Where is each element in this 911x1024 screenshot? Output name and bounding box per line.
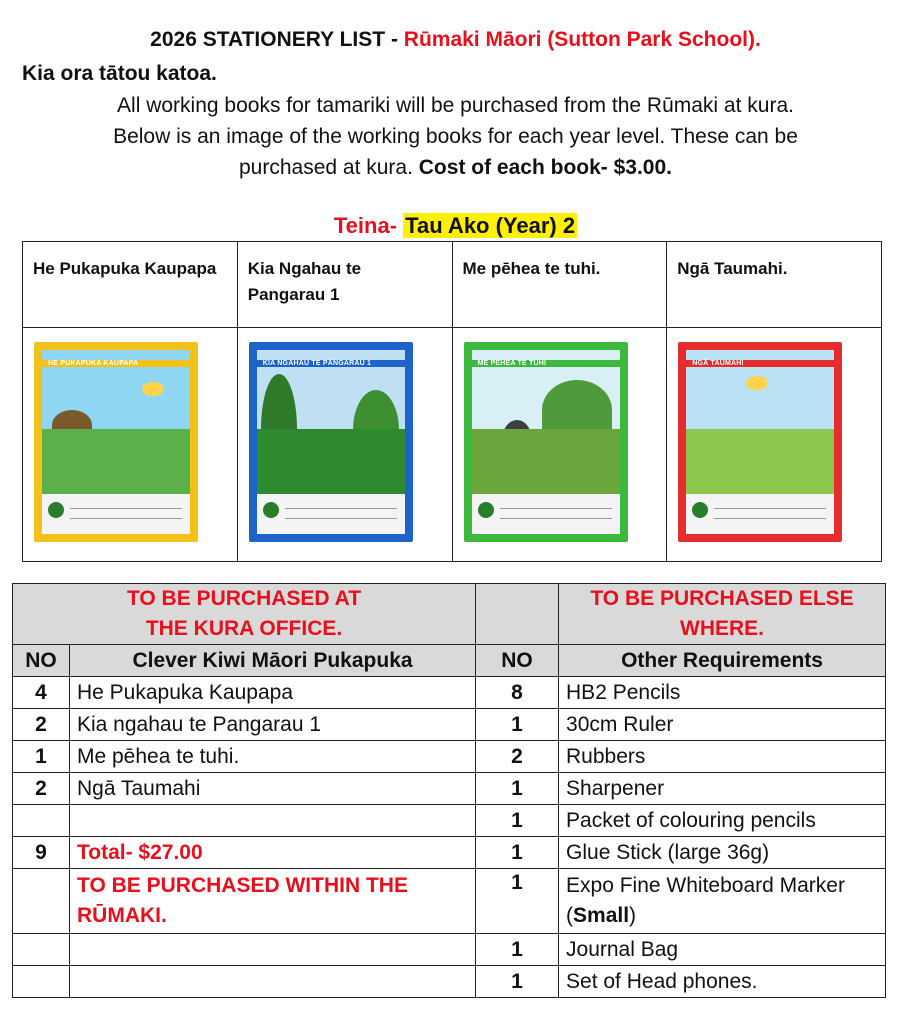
greeting: Kia ora tātou katoa. <box>22 62 217 85</box>
requirements-table <box>12 583 886 998</box>
right-item: Set of Head phones. <box>559 966 886 998</box>
table-row <box>13 773 886 805</box>
right-item: Packet of colouring pencils <box>559 805 886 837</box>
left-qty: 2 <box>13 773 70 805</box>
right-item: HB2 Pencils <box>559 677 886 709</box>
right-qty: 1 <box>476 773 559 805</box>
right-item: Journal Bag <box>559 934 886 966</box>
table-row <box>13 934 886 966</box>
intro-line-3-text: purchased at kura. <box>238 156 413 179</box>
column-header-row <box>13 645 886 677</box>
left-item: Kia ngahau te Pangarau 1 <box>70 709 476 741</box>
right-qty: 1 <box>476 837 559 869</box>
left-qty <box>13 805 70 837</box>
cover-title: KIA NGAHAU TE PĀNGARAU 1 <box>257 360 405 367</box>
page-title <box>0 28 911 52</box>
col-clever-kiwi: Clever Kiwi Māori Pukapuka <box>70 645 476 677</box>
book-cover-cell-3 <box>452 328 667 562</box>
year-level-label: Tau Ako (Year) 2 <box>405 213 576 238</box>
rumaki-heading: TO BE PURCHASED WITHIN THE RŪMAKI. <box>70 869 476 934</box>
right-qty: 8 <box>476 677 559 709</box>
left-item <box>70 805 476 837</box>
book-cost: Cost of each book- $3.00. <box>418 156 672 179</box>
purchase-location-row <box>13 584 886 645</box>
intro-line-1: All working books for tamariki will be purchased from the Rūmaki at kura. <box>117 94 794 117</box>
elsewhere-heading: TO BE PURCHASED ELSE WHERE. <box>559 584 886 645</box>
year-level-heading <box>0 213 911 239</box>
left-item: Me pēhea te tuhi. <box>70 741 476 773</box>
col-other-requirements: Other Requirements <box>559 645 886 677</box>
right-qty: 1 <box>476 934 559 966</box>
right-qty: 2 <box>476 741 559 773</box>
title-main: 2026 STATIONERY LIST - <box>150 28 404 51</box>
kura-office-heading: TO BE PURCHASED AT THE KURA OFFICE. <box>13 584 476 645</box>
cover-title: HE PUKAPUKA KAUPAPA <box>42 360 190 367</box>
year-group-label: Teina- <box>333 213 398 238</box>
left-qty <box>13 934 70 966</box>
books-image-row <box>23 328 882 562</box>
cover-title: NGĀ TAUMAHI <box>686 360 834 367</box>
table-row <box>13 805 886 837</box>
book-cover-image <box>34 342 198 542</box>
col-no-right: NO <box>476 645 559 677</box>
book-name-1: He Pukapuka Kaupapa <box>23 242 238 328</box>
book-cover-cell-2 <box>237 328 452 562</box>
book-cover-cell-1 <box>23 328 238 562</box>
left-qty: 4 <box>13 677 70 709</box>
right-item: Sharpener <box>559 773 886 805</box>
table-row <box>13 677 886 709</box>
table-row <box>13 966 886 998</box>
left-item: He Pukapuka Kaupapa <box>70 677 476 709</box>
left-item <box>70 966 476 998</box>
right-item: Rubbers <box>559 741 886 773</box>
title-school: Rūmaki Māori (Sutton Park School). <box>403 28 761 51</box>
right-item: Glue Stick (large 36g) <box>559 837 886 869</box>
col-no-left: NO <box>13 645 70 677</box>
left-qty <box>13 966 70 998</box>
right-qty: 1 <box>476 805 559 837</box>
book-name-2: Kia Ngahau te Pangarau 1 <box>237 242 452 328</box>
left-qty: 2 <box>13 709 70 741</box>
total-row <box>13 837 886 869</box>
intro-line-3 <box>20 152 891 183</box>
book-name-4: Ngā Taumahi. <box>667 242 882 328</box>
total-cost: Total- $27.00 <box>70 837 476 869</box>
table-row <box>13 709 886 741</box>
intro-paragraph <box>20 90 891 183</box>
book-cover-image <box>464 342 628 542</box>
book-cover-image <box>678 342 842 542</box>
left-item <box>70 934 476 966</box>
books-header-row <box>23 242 882 328</box>
right-qty: 1 <box>476 869 559 934</box>
left-qty: 1 <box>13 741 70 773</box>
table-row <box>13 741 886 773</box>
intro-line-2: Below is an image of the working books for each year level. These can be <box>113 125 798 148</box>
left-item: Ngā Taumahi <box>70 773 476 805</box>
left-qty <box>13 869 70 934</box>
cover-title: ME PĒHEA TE TUHI <box>472 360 620 367</box>
right-qty: 1 <box>476 709 559 741</box>
book-name-3: Me pēhea te tuhi. <box>452 242 667 328</box>
book-cover-cell-4 <box>667 328 882 562</box>
table-row <box>13 869 886 934</box>
books-table <box>22 241 882 562</box>
right-item: 30cm Ruler <box>559 709 886 741</box>
right-qty: 1 <box>476 966 559 998</box>
right-item: Expo Fine Whiteboard Marker (Small) <box>559 869 886 934</box>
book-cover-image <box>249 342 413 542</box>
total-qty: 9 <box>13 837 70 869</box>
